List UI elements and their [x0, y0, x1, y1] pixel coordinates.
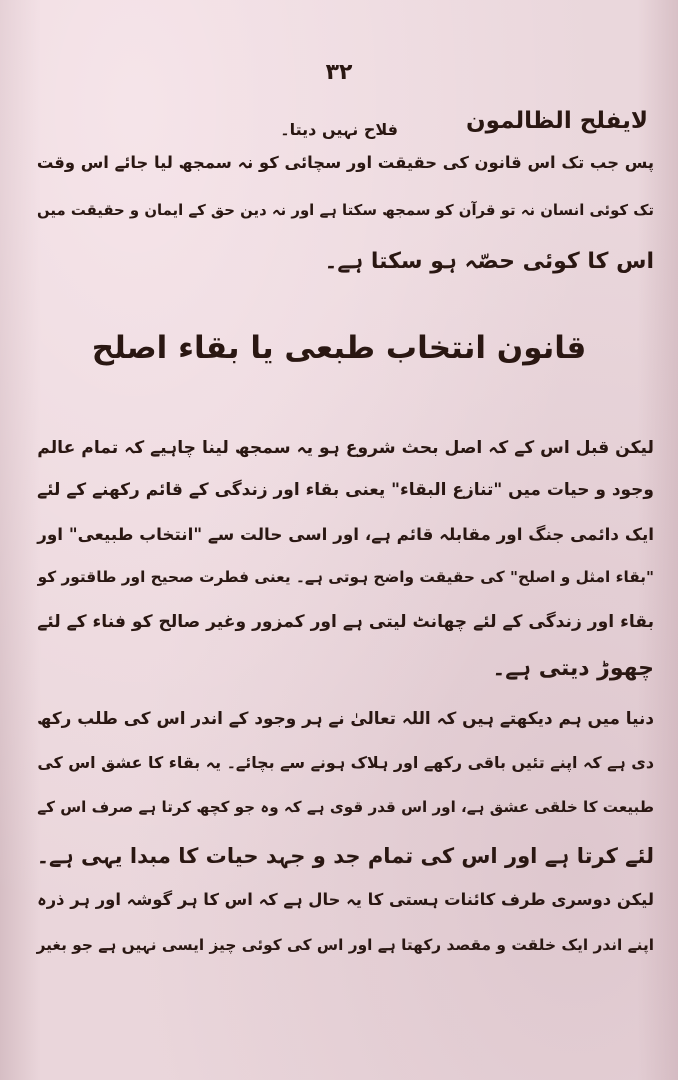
- header-arabic-verse: لایفلح الظالمون: [466, 108, 648, 134]
- text-line: وجود و حیات میں "تنازع البقاء" یعنی بقاء اور زندگی کے قائم رکھنے کے لئے: [37, 480, 654, 500]
- text-line: "بقاء امثل و اصلح" کی حقیقت واضح ہوتی ہے۔ یعنی فطرت صحیح اور طاقتور کو: [37, 568, 654, 586]
- text-line: دی ہے کہ اپنے تئیں باقی رکھے اور ہلاک ہونے سے بچائے۔ یہ بقاء کا عشق اس کی: [37, 753, 654, 772]
- text-line: اس کا کوئی حصّہ ہو سکتا ہے۔: [324, 249, 654, 274]
- page-number: ۳۲: [325, 60, 353, 85]
- text-line: لئے کرتا ہے اور اس کی تمام جد و جہد حیات کا مبدا یہی ہے۔: [36, 843, 654, 868]
- text-line: تک کوئی انسان نہ تو قرآن کو سمجھ سکتا ہے اور نہ دین حق کے ایمان و حقیقت میں: [37, 201, 654, 219]
- text-line: لیکن قبل اس کے کہ اصل بحث شروع ہو یہ سمجھ لینا چاہیے کہ تمام عالم: [37, 438, 654, 458]
- text-line: دنیا میں ہم دیکھتے ہیں کہ اللہ تعالیٰ نے ہر وجود کے اندر اس کی طلب رکھ: [37, 708, 654, 728]
- running-header: [30, 108, 648, 148]
- text-line: اپنے اندر ایک خلقت و مقصد رکھتا ہے اور اس کی کوئی چیز ایسی نہیں ہے جو بغیر: [36, 936, 654, 954]
- header-translation: فلاح نہیں دیتا۔: [280, 120, 398, 139]
- text-line: بقاء اور زندگی کے لئے چھانٹ لیتی ہے اور کمزور وغیر صالح کو فناء کے لئے: [37, 612, 654, 632]
- section-heading: قانون انتخاب طبعی یا بقاء اصلح: [91, 330, 587, 366]
- text-line: چھوڑ دیتی ہے۔: [492, 656, 654, 681]
- text-line: پس جب تک اس قانون کی حقیقت اور سچائی کو نہ سمجھ لیا جائے اس وقت: [36, 153, 654, 172]
- text-line: ایک دائمی جنگ اور مقابلہ قائم ہے، اور اسی حالت سے "انتخاب طبیعی" اور: [37, 524, 654, 544]
- text-line: لیکن دوسری طرف کائنات ہستی کا یہ حال ہے کہ اس کا ہر گوشہ اور ہر ذرہ: [37, 890, 654, 909]
- text-line: طبیعت کا خلقی عشق ہے، اور اس قدر قوی ہے کہ وہ جو کچھ کرتا ہے صرف اس کے: [37, 798, 654, 816]
